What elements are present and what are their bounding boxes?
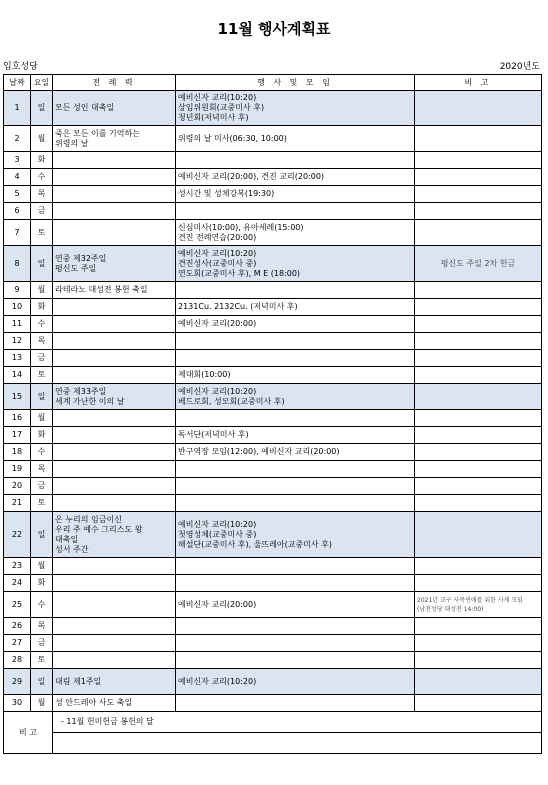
events-cell (176, 299, 415, 316)
year-label: 2020년도 (499, 62, 540, 72)
day-cell: 토 (31, 495, 53, 512)
page-title: 11월 행사계획표 (217, 20, 331, 38)
event-line: 성시간 및 성체강복(19:30) (178, 189, 275, 198)
header-date: 날짜 (4, 75, 31, 91)
day-cell: 월 (31, 558, 53, 575)
table-row (4, 333, 542, 350)
liturgy-line: 연중 제33주일 (55, 386, 107, 396)
event-line: 예비신자 교리(10:20) (178, 676, 257, 686)
date-cell: 16 (4, 410, 31, 427)
event-line: 연도회(교중미사 후), M E (18:00) (178, 268, 301, 278)
event-line: 첫영성체(교중미사 중) (178, 529, 257, 539)
events-cell (176, 512, 415, 558)
liturgy-cell (53, 410, 176, 427)
note-line: 평신도 주일 2차 헌금 (440, 258, 516, 268)
event-line: 베드로회, 성모회(교중미사 후) (178, 396, 285, 406)
day-cell: 월 (31, 695, 53, 712)
liturgy-line: 라테라노 대성전 봉헌 축일 (55, 285, 148, 294)
event-line: 견진 전례연습(20:00) (178, 232, 257, 242)
day-cell: 화 (31, 299, 53, 316)
table-row (4, 461, 542, 478)
header-day: 요일 (31, 75, 53, 91)
table-row (4, 91, 542, 126)
table-row (4, 282, 542, 299)
liturgy-cell (53, 512, 176, 558)
liturgy-cell (53, 152, 176, 169)
day-cell: 월 (31, 410, 53, 427)
liturgy-line: 성서 주간 (55, 544, 89, 554)
day-cell: 금 (31, 350, 53, 367)
date-cell: 26 (4, 618, 31, 635)
events-cell (176, 635, 415, 652)
event-line: 예비신자 교리(20:00) (178, 599, 257, 609)
table-row (4, 203, 542, 220)
date-cell: 23 (4, 558, 31, 575)
liturgy-cell (53, 495, 176, 512)
date-cell: 12 (4, 333, 31, 350)
liturgy-line: 온 누리의 임금이신 (55, 514, 122, 524)
liturgy-cell (53, 384, 176, 410)
date-cell: 8 (4, 246, 31, 282)
liturgy-cell (53, 635, 176, 652)
table-row (4, 558, 542, 575)
date-cell: 27 (4, 635, 31, 652)
liturgy-line: 세계 가난한 이의 날 (55, 396, 125, 406)
event-line: 견진성사(교중미사 중) (178, 258, 257, 268)
table-row (4, 126, 542, 152)
date-cell: 3 (4, 152, 31, 169)
events-cell (176, 169, 415, 186)
notes-cell (415, 427, 542, 444)
event-line: 위령의 날 미사(06:30, 10:00) (178, 133, 287, 143)
table-row (4, 410, 542, 427)
liturgy-cell (53, 333, 176, 350)
notes-cell (415, 246, 542, 282)
liturgy-line: 모든 성인 대축일 (55, 103, 115, 112)
table-row (4, 575, 542, 592)
day-cell: 일 (31, 246, 53, 282)
liturgy-line: 죽은 모든 이를 기억하는 (55, 128, 140, 138)
liturgy-line: 대축일 (55, 534, 79, 544)
notes-cell (415, 558, 542, 575)
events-cell (176, 592, 415, 618)
date-cell: 21 (4, 495, 31, 512)
events-cell (176, 246, 415, 282)
table-row (4, 635, 542, 652)
remarks-label: 비 고 (4, 712, 53, 754)
liturgy-cell (53, 575, 176, 592)
remarks-row-1 (4, 712, 542, 733)
liturgy-cell (53, 316, 176, 333)
date-cell: 20 (4, 478, 31, 495)
events-cell (176, 461, 415, 478)
date-cell: 5 (4, 186, 31, 203)
table-row (4, 350, 542, 367)
event-line: 청년회(저녁미사 후) (178, 113, 249, 122)
table-row (4, 169, 542, 186)
day-cell: 월 (31, 126, 53, 152)
notes-cell (415, 350, 542, 367)
liturgy-line: 평신도 주일 (55, 263, 97, 273)
liturgy-cell (53, 91, 176, 126)
events-cell (176, 410, 415, 427)
header-liturgy: 전 례 력 (53, 75, 176, 91)
notes-cell (415, 652, 542, 669)
remarks-row-2 (4, 733, 542, 754)
event-line: 반구역장 모임(12:00), 예비신자 교리(20:00) (178, 447, 340, 456)
day-cell: 목 (31, 333, 53, 350)
table-row (4, 478, 542, 495)
events-cell (176, 669, 415, 695)
remarks-line-1: - 11월 헌미헌금 봉헌의 달 (53, 712, 542, 733)
date-cell: 18 (4, 444, 31, 461)
notes-cell (415, 444, 542, 461)
day-cell: 금 (31, 203, 53, 220)
liturgy-cell (53, 669, 176, 695)
table-row (4, 512, 542, 558)
date-cell: 15 (4, 384, 31, 410)
table-row (4, 316, 542, 333)
events-cell (176, 186, 415, 203)
liturgy-line: 대림 제1주일 (55, 676, 102, 686)
table-row (4, 695, 542, 712)
day-cell: 금 (31, 635, 53, 652)
event-line: 예비신자 교리(10:20) (178, 386, 257, 396)
table-row (4, 299, 542, 316)
date-cell: 13 (4, 350, 31, 367)
table-row (4, 618, 542, 635)
event-line: 제대회(10:00) (178, 370, 231, 379)
liturgy-cell (53, 350, 176, 367)
liturgy-cell (53, 186, 176, 203)
notes-cell (415, 91, 542, 126)
day-cell: 일 (31, 384, 53, 410)
notes-cell (415, 220, 542, 246)
liturgy-cell (53, 558, 176, 575)
day-cell: 수 (31, 316, 53, 333)
table-row (4, 367, 542, 384)
date-cell: 24 (4, 575, 31, 592)
day-cell: 화 (31, 427, 53, 444)
events-cell (176, 203, 415, 220)
day-cell: 수 (31, 444, 53, 461)
date-cell: 10 (4, 299, 31, 316)
date-cell: 7 (4, 220, 31, 246)
date-cell: 28 (4, 652, 31, 669)
day-cell: 화 (31, 575, 53, 592)
notes-cell (415, 333, 542, 350)
header-events: 행 사 및 모 임 (176, 75, 415, 91)
day-cell: 일 (31, 91, 53, 126)
liturgy-cell (53, 299, 176, 316)
notes-cell (415, 495, 542, 512)
liturgy-cell (53, 367, 176, 384)
events-cell (176, 695, 415, 712)
note-line: (남천성당 대성전 14:00) (417, 605, 484, 613)
liturgy-line: 위령의 날 (55, 138, 89, 148)
event-line: 독서단(저녁미사 후) (178, 430, 249, 439)
date-cell: 19 (4, 461, 31, 478)
liturgy-cell (53, 203, 176, 220)
date-cell: 29 (4, 669, 31, 695)
events-cell (176, 316, 415, 333)
notes-cell (415, 384, 542, 410)
notes-cell (415, 461, 542, 478)
day-cell: 금 (31, 478, 53, 495)
day-cell: 토 (31, 367, 53, 384)
table-row (4, 220, 542, 246)
notes-cell (415, 575, 542, 592)
parish-name: 입호성당 (3, 62, 38, 72)
event-line: 예비신자 교리(10:20) (178, 93, 257, 102)
liturgy-cell (53, 478, 176, 495)
liturgy-cell (53, 444, 176, 461)
notes-cell (415, 410, 542, 427)
notes-cell (415, 478, 542, 495)
events-cell (176, 558, 415, 575)
event-line: 예비신자 교리(20:00), 견진 교리(20:00) (178, 172, 325, 181)
notes-cell (415, 282, 542, 299)
notes-cell (415, 152, 542, 169)
day-cell: 일 (31, 512, 53, 558)
schedule-table (3, 74, 542, 754)
liturgy-line: 우리 주 예수 그리스도 왕 (55, 524, 143, 534)
liturgy-cell (53, 427, 176, 444)
events-cell (176, 220, 415, 246)
liturgy-cell (53, 169, 176, 186)
event-line: 예비신자 교리(10:20) (178, 519, 257, 529)
note-line: 2021년 교구 사목연애를 위한 사제 모임 (417, 596, 523, 604)
day-cell: 목 (31, 461, 53, 478)
events-cell (176, 333, 415, 350)
header-notes: 비 고 (415, 75, 542, 91)
date-cell: 17 (4, 427, 31, 444)
table-row (4, 495, 542, 512)
notes-cell (415, 203, 542, 220)
table-row (4, 246, 542, 282)
liturgy-cell (53, 126, 176, 152)
liturgy-cell (53, 618, 176, 635)
events-cell (176, 478, 415, 495)
day-cell: 화 (31, 152, 53, 169)
day-cell: 월 (31, 282, 53, 299)
date-cell: 30 (4, 695, 31, 712)
table-row (4, 427, 542, 444)
notes-cell (415, 186, 542, 203)
liturgy-line: 성 안드레아 사도 축일 (55, 698, 133, 707)
liturgy-cell (53, 282, 176, 299)
date-cell: 11 (4, 316, 31, 333)
date-cell: 1 (4, 91, 31, 126)
notes-cell (415, 592, 542, 618)
liturgy-cell (53, 246, 176, 282)
event-line: 해설단(교중미사 후), 울뜨레아(교중미사 후) (178, 539, 333, 549)
liturgy-cell (53, 652, 176, 669)
date-cell: 6 (4, 203, 31, 220)
notes-cell (415, 126, 542, 152)
table-row (4, 186, 542, 203)
events-cell (176, 282, 415, 299)
notes-cell (415, 299, 542, 316)
table-row (4, 444, 542, 461)
events-cell (176, 495, 415, 512)
date-cell: 14 (4, 367, 31, 384)
date-cell: 25 (4, 592, 31, 618)
table-row (4, 669, 542, 695)
table-header-row (4, 75, 542, 91)
events-cell (176, 427, 415, 444)
liturgy-cell (53, 461, 176, 478)
notes-cell (415, 695, 542, 712)
event-line: 예비신자 교리(10:20) (178, 248, 257, 258)
day-cell: 수 (31, 592, 53, 618)
notes-cell (415, 169, 542, 186)
events-cell (176, 575, 415, 592)
events-cell (176, 91, 415, 126)
events-cell (176, 126, 415, 152)
events-cell (176, 350, 415, 367)
notes-cell (415, 669, 542, 695)
day-cell: 목 (31, 618, 53, 635)
notes-cell (415, 512, 542, 558)
events-cell (176, 152, 415, 169)
event-line: 상임위원회(교중미사 후) (178, 103, 265, 112)
events-cell (176, 384, 415, 410)
remarks-line-2 (53, 733, 542, 754)
events-cell (176, 444, 415, 461)
table-row (4, 384, 542, 410)
day-cell: 일 (31, 669, 53, 695)
events-cell (176, 618, 415, 635)
event-line: 2131Cu. 2132Cu. (저녁미사 후) (178, 302, 298, 311)
events-cell (176, 367, 415, 384)
date-cell: 4 (4, 169, 31, 186)
day-cell: 토 (31, 220, 53, 246)
event-line: 신심미사(10:00), 유아세례(15:00) (178, 222, 304, 232)
notes-cell (415, 316, 542, 333)
notes-cell (415, 635, 542, 652)
table-row (4, 652, 542, 669)
date-cell: 2 (4, 126, 31, 152)
notes-cell (415, 618, 542, 635)
events-cell (176, 652, 415, 669)
table-body (4, 91, 542, 712)
table-row (4, 592, 542, 618)
day-cell: 목 (31, 186, 53, 203)
liturgy-cell (53, 220, 176, 246)
liturgy-cell (53, 695, 176, 712)
liturgy-cell (53, 592, 176, 618)
date-cell: 9 (4, 282, 31, 299)
event-line: 예비신자 교리(20:00) (178, 319, 257, 328)
date-cell: 22 (4, 512, 31, 558)
table-row (4, 152, 542, 169)
day-cell: 수 (31, 169, 53, 186)
notes-cell (415, 367, 542, 384)
day-cell: 토 (31, 652, 53, 669)
liturgy-line: 연중 제32주일 (55, 253, 107, 263)
